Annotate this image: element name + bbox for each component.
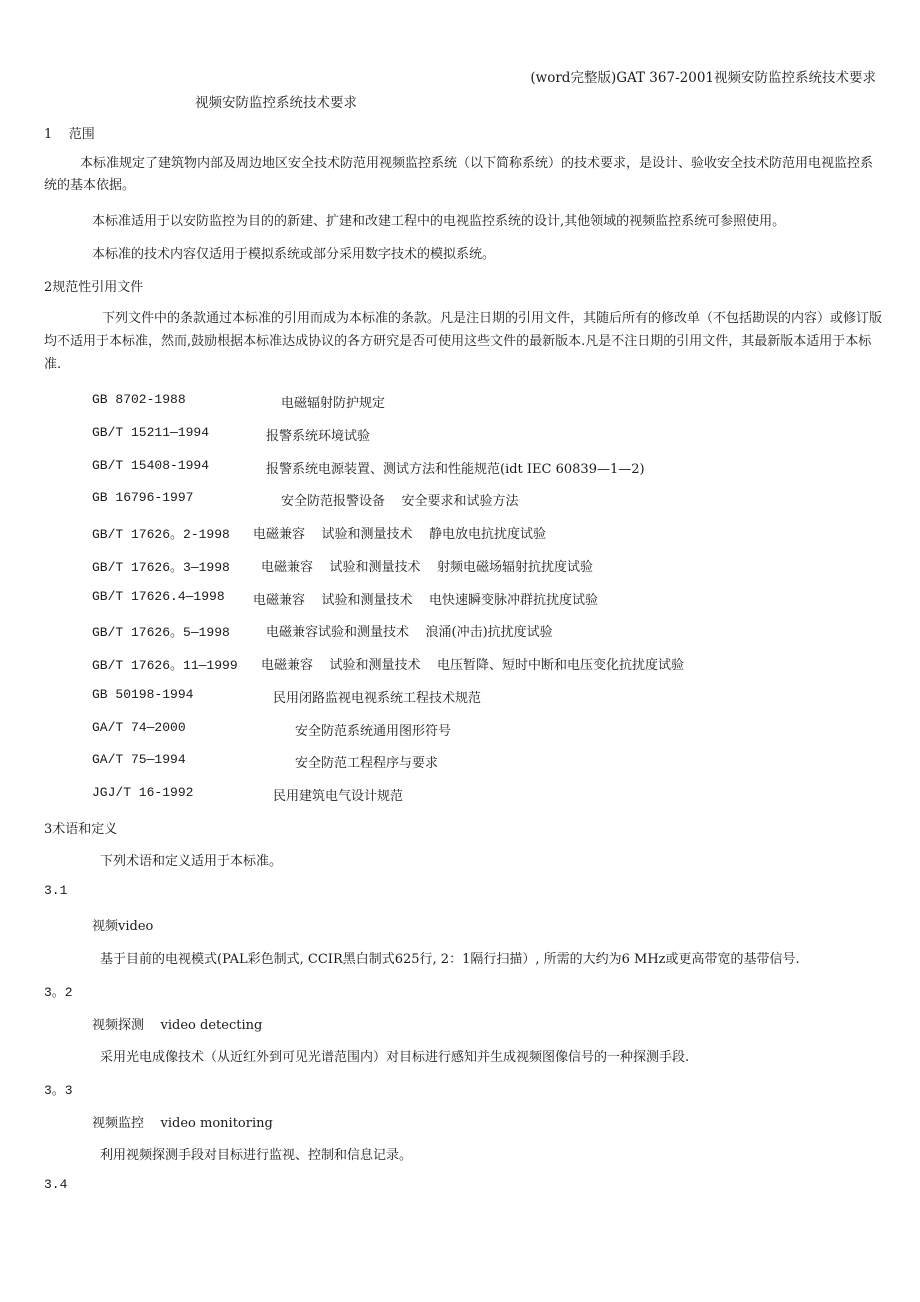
section-3-heading: 3术语和定义 xyxy=(44,822,118,837)
term-number: 3。2 xyxy=(44,985,73,1000)
reference-code: GB/T 15211—1994 xyxy=(92,425,210,440)
page-title: 视频安防监控系统技术要求 xyxy=(195,95,357,111)
term-number: 3。3 xyxy=(44,1083,73,1098)
reference-title: 安全防范系统通用图形符号 xyxy=(295,724,452,739)
section-2-heading: 2规范性引用文件 xyxy=(44,280,144,295)
reference-code: GB 8702-1988 xyxy=(92,392,186,407)
reference-title: 电磁辐射防护规定 xyxy=(281,396,386,411)
reference-title: 电磁兼容 试验和测量技术 电快速瞬变脉冲群抗扰度试验 xyxy=(253,593,599,608)
reference-title: 报警系统环境试验 xyxy=(266,429,371,444)
section-2-paragraph-1: 下列文件中的条款通过本标准的引用而成为本标准的条款。凡是注日期的引用文件，其随后所有的修改单（不包括勘误的内容）或修订版均不适用于本标准，然而,鼓励根据本标准达成协议的各方研究是否可使用这些文件的最新版本.凡是不注日期的引用文件，其最新版本适用于本标准. xyxy=(44,311,883,372)
document-header: (word完整版)GAT 367-2001视频安防监控系统技术要求 xyxy=(530,70,876,86)
reference-title: 民用建筑电气设计规范 xyxy=(273,789,404,804)
section-1-paragraph-1: 本标准规定了建筑物内部及周边地区安全技术防范用视频监控系统（以下简称系统）的技术要求，是设计、验收安全技术防范用电视监控系统的基本依据。 xyxy=(44,156,874,193)
reference-code: GB 50198-1994 xyxy=(92,687,194,702)
reference-title: 电磁兼容试验和测量技术 浪涌(冲击)抗扰度试验 xyxy=(266,625,553,640)
reference-title: 电磁兼容 试验和测量技术 射频电磁场辐射抗扰度试验 xyxy=(261,560,594,575)
reference-code: GA/T 75—1994 xyxy=(92,752,186,767)
term-name: 视频探测 video detecting xyxy=(92,1018,263,1033)
reference-code: GB/T 17626。3—1998 xyxy=(92,560,230,575)
term-number: 3.1 xyxy=(44,883,68,898)
reference-code: GB 16796-1997 xyxy=(92,490,194,505)
reference-code: GB/T 17626。11—1999 xyxy=(92,658,238,673)
term-definition: 基于目前的电视模式(PAL彩色制式, CCIR黑白制式625行, 2：1隔行扫描）, 所需的大约为6 MHz或更高带宽的基带信号. xyxy=(100,952,800,967)
term-definition: 采用光电成像技术（从近红外到可见光谱范围内）对目标进行感知并生成视频图像信号的一种探测手段. xyxy=(100,1050,690,1065)
section-3-intro: 下列术语和定义适用于本标准。 xyxy=(100,854,283,869)
reference-code: GA/T 74—2000 xyxy=(92,720,186,735)
term-name: 视频video xyxy=(92,919,154,934)
term-number: 3.4 xyxy=(44,1177,68,1192)
reference-title: 报警系统电源装置、测试方法和性能规范(idt IEC 60839—1—2) xyxy=(266,462,645,477)
reference-title: 安全防范工程程序与要求 xyxy=(295,756,439,771)
reference-code: GB/T 17626.4—1998 xyxy=(92,589,225,604)
reference-code: GB/T 17626。5—1998 xyxy=(92,625,230,640)
reference-code: GB/T 15408-1994 xyxy=(92,458,210,473)
reference-code: GB/T 17626。2-1998 xyxy=(92,527,230,542)
reference-code: JGJ/T 16-1992 xyxy=(92,785,194,800)
section-1-heading: 1 范围 xyxy=(44,127,95,142)
reference-title: 电磁兼容 试验和测量技术 静电放电抗扰度试验 xyxy=(253,527,547,542)
term-name: 视频监控 video monitoring xyxy=(92,1116,273,1131)
section-1-paragraph-3: 本标准的技术内容仅适用于模拟系统或部分采用数字技术的模拟系统。 xyxy=(92,247,496,262)
reference-title: 民用闭路监视电视系统工程技术规范 xyxy=(273,691,482,706)
reference-title: 电磁兼容 试验和测量技术 电压暂降、短时中断和电压变化抗扰度试验 xyxy=(261,658,685,673)
reference-title: 安全防范报警设备 安全要求和试验方法 xyxy=(281,494,519,509)
section-1-paragraph-2: 本标准适用于以安防监控为目的的新建、扩建和改建工程中的电视监控系统的设计,其他领域的视频监控系统可参照使用。 xyxy=(92,214,786,229)
term-definition: 利用视频探测手段对目标进行监视、控制和信息记录。 xyxy=(100,1148,413,1163)
